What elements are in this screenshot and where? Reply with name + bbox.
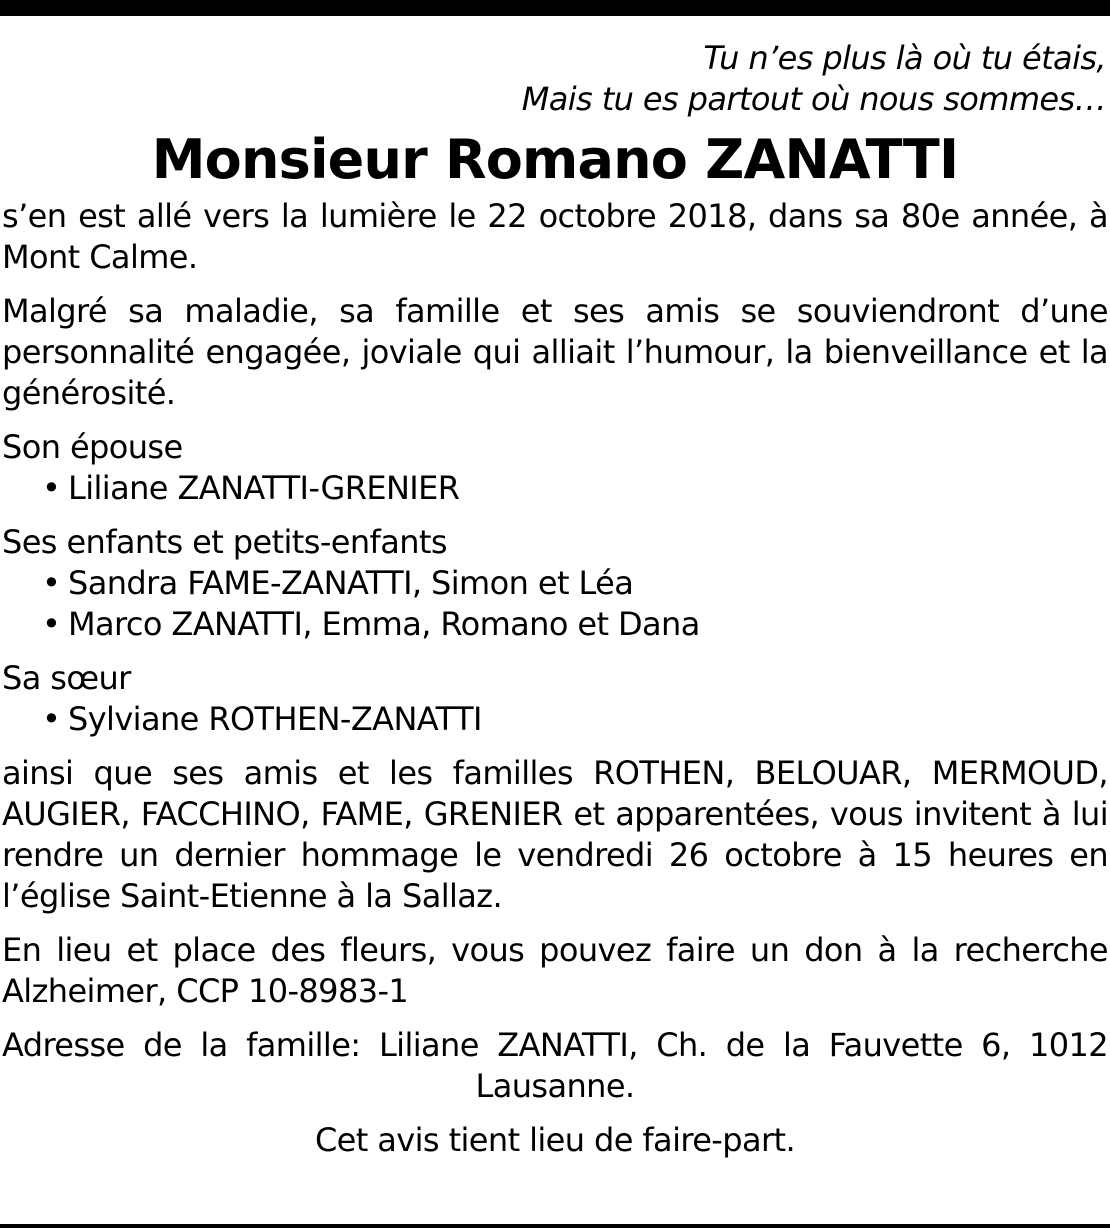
- closing-line: Cet avis tient lieu de faire-part.: [314, 1121, 796, 1159]
- family-member: • Liliane ZANATTI-GRENIER: [42, 468, 1108, 509]
- family-group-label: Sa sœur: [2, 659, 131, 697]
- family-group-label: Ses enfants et petits-enfants: [2, 523, 447, 561]
- epigraph-line: Tu n’es plus là où tu étais,: [703, 39, 1106, 77]
- family-group-spouse: [2, 427, 1108, 509]
- tribute-paragraph: Malgré sa maladie, sa famille et ses amis se souviendront d’une personnalité engagée, joviale qui alliait l’humour, la bienveillance et la générosité.: [2, 292, 1108, 412]
- family-member: • Marco ZANATTI, Emma, Romano et Dana: [42, 604, 1108, 645]
- obituary-notice: [2, 38, 1108, 1161]
- invitation-paragraph: ainsi que ses amis et les familles ROTHEN, BELOUAR, MERMOUD, AUGIER, FACCHINO, FAME, GRENIER et apparentées, vous invitent à lui rendre un dernier hommage le vendredi 26 octobre à 15 heures en l’église Saint-Etienne à la Sallaz.: [2, 754, 1108, 915]
- death-notice-paragraph: s’en est allé vers la lumière le 22 octobre 2018, dans sa 80e année, à Mont Calme.: [2, 197, 1108, 276]
- family-member: • Sandra FAME-ZANATTI, Simon et Léa: [42, 563, 1108, 604]
- deceased-name: Monsieur Romano ZANATTI: [151, 128, 959, 191]
- family-member: • Sylviane ROTHEN-ZANATTI: [42, 699, 1108, 740]
- family-member-list: [2, 699, 1108, 740]
- epigraph: [2, 38, 1106, 120]
- family-group-label: Son épouse: [2, 428, 183, 466]
- family-group-children: [2, 522, 1108, 645]
- family-member-list: [2, 563, 1108, 645]
- epigraph-line: Mais tu es partout où nous sommes…: [521, 80, 1106, 118]
- family-address: Adresse de la famille: Liliane ZANATTI, Ch. de la Fauvette 6, 1012 Lausanne.: [2, 1026, 1108, 1105]
- family-member-list: [2, 468, 1108, 509]
- donation-paragraph: En lieu et place des fleurs, vous pouvez faire un don à la recherche Alzheimer, CCP 10-8983-1: [2, 931, 1108, 1010]
- bottom-border-rule: [0, 1224, 1110, 1228]
- family-group-sister: [2, 658, 1108, 740]
- top-border-rule: [0, 0, 1110, 16]
